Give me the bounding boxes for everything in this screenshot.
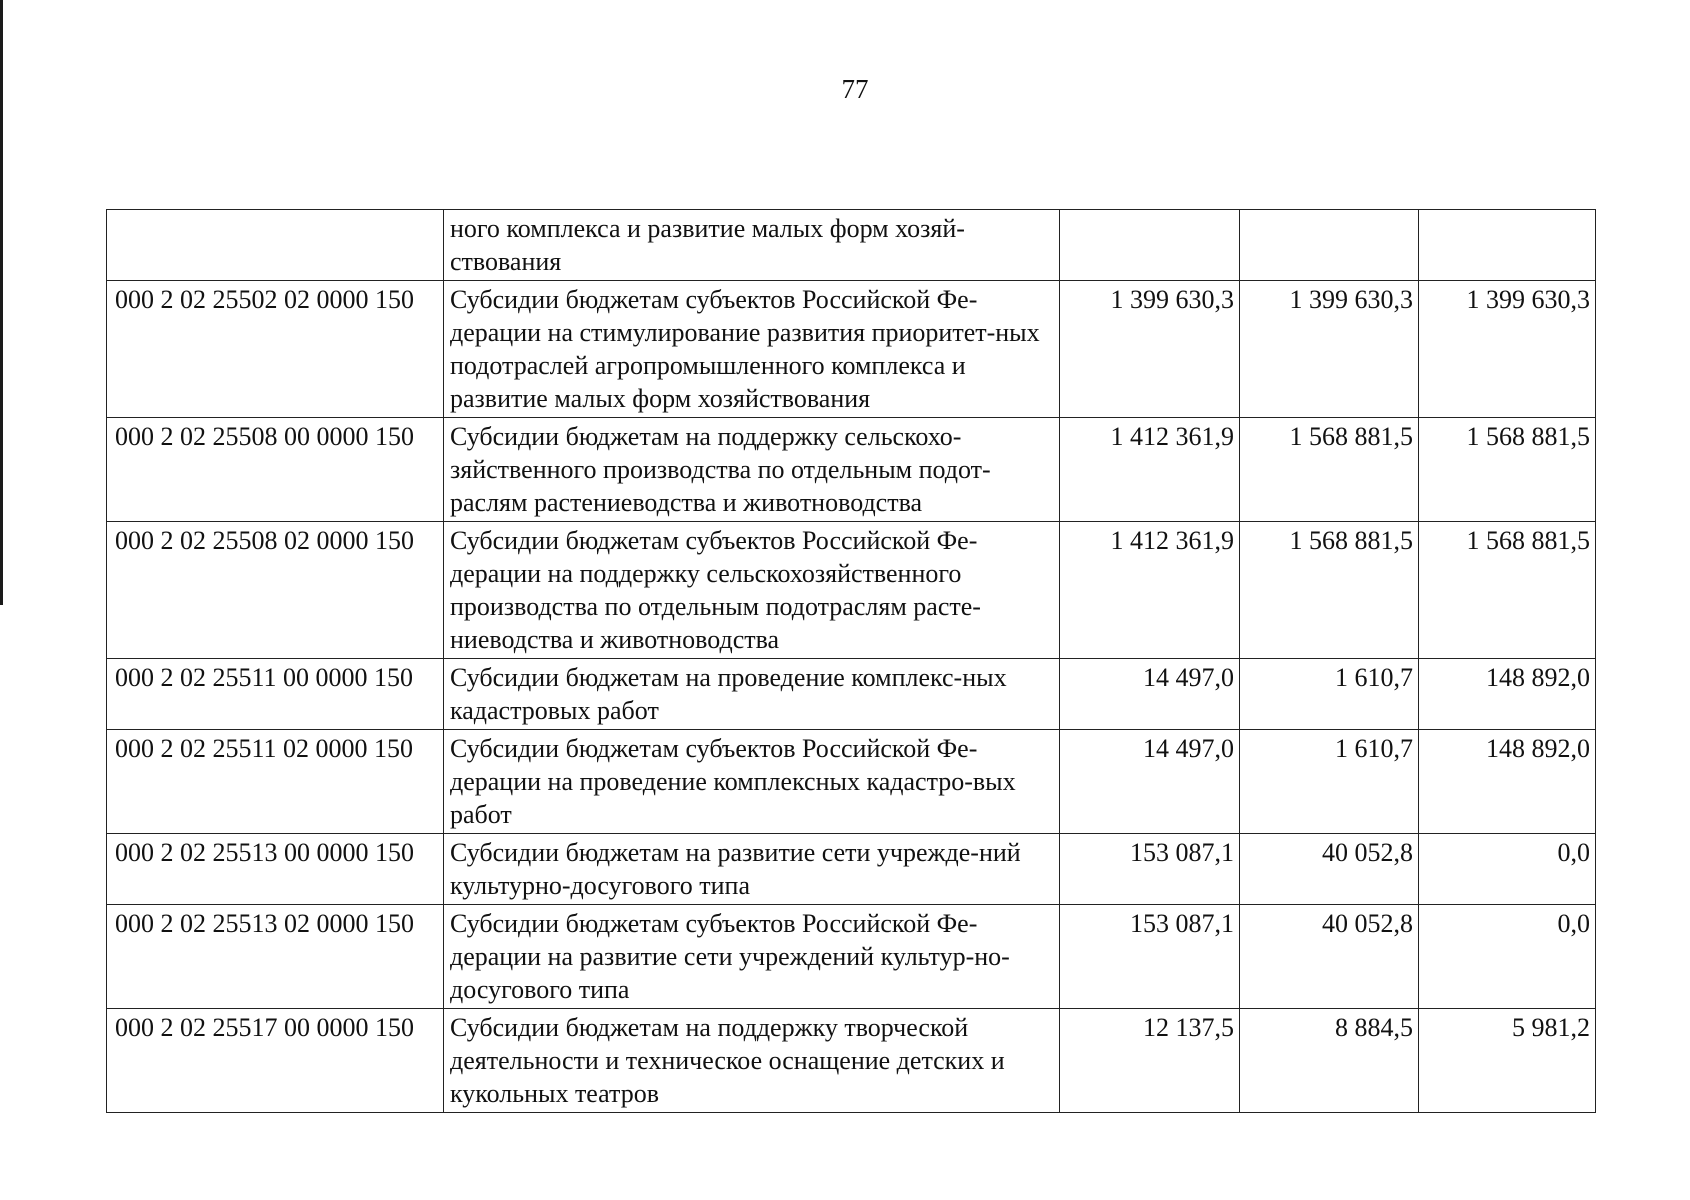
amount-year2-cell: 40 052,8	[1240, 834, 1419, 905]
table-row	[107, 281, 1596, 418]
description-cell: Субсидии бюджетам на поддержку сельскохо-зяйственного производства по отдельным подот-раслям растениеводства и животноводства	[444, 418, 1060, 522]
description-cell: Субсидии бюджетам субъектов Российской Фе-дерации на проведение комплексных кадастро-вых работ	[444, 730, 1060, 834]
amount-year2-cell: 8 884,5	[1240, 1009, 1419, 1113]
amount-year3-cell: 148 892,0	[1419, 659, 1596, 730]
table-row	[107, 210, 1596, 281]
amount-year2-cell: 1 399 630,3	[1240, 281, 1419, 418]
amount-year1-cell: 14 497,0	[1060, 730, 1240, 834]
budget-code-cell: 000 2 02 25513 00 0000 150	[107, 834, 444, 905]
amount-year2-cell: 1 568 881,5	[1240, 522, 1419, 659]
description-cell: Субсидии бюджетам субъектов Российской Фе-дерации на стимулирование развития приоритет-ных подотраслей агропромышленного комплекса и развитие малых форм хозяйствования	[444, 281, 1060, 418]
amount-year1-cell: 1 412 361,9	[1060, 418, 1240, 522]
amount-year3-cell: 1 568 881,5	[1419, 418, 1596, 522]
budget-code-cell: 000 2 02 25502 02 0000 150	[107, 281, 444, 418]
amount-year3-cell: 1 399 630,3	[1419, 281, 1596, 418]
amount-year1-cell: 1 412 361,9	[1060, 522, 1240, 659]
budget-code-cell: 000 2 02 25517 00 0000 150	[107, 1009, 444, 1113]
description-cell: Субсидии бюджетам на поддержку творческой деятельности и техническое оснащение детских и кукольных театров	[444, 1009, 1060, 1113]
amount-year3-cell: 5 981,2	[1419, 1009, 1596, 1113]
budget-code-cell: 000 2 02 25511 02 0000 150	[107, 730, 444, 834]
table-row	[107, 659, 1596, 730]
amount-year1-cell	[1060, 210, 1240, 281]
table-row	[107, 834, 1596, 905]
page-number: 77	[841, 74, 869, 104]
amount-year2-cell: 40 052,8	[1240, 905, 1419, 1009]
amount-year3-cell: 0,0	[1419, 834, 1596, 905]
table-row	[107, 730, 1596, 834]
table-row	[107, 1009, 1596, 1113]
budget-code-cell: 000 2 02 25508 00 0000 150	[107, 418, 444, 522]
amount-year1-cell: 153 087,1	[1060, 905, 1240, 1009]
amount-year2-cell: 1 610,7	[1240, 659, 1419, 730]
amount-year2-cell: 1 610,7	[1240, 730, 1419, 834]
amount-year3-cell	[1419, 210, 1596, 281]
budget-table	[106, 209, 1596, 1113]
budget-code-cell: 000 2 02 25513 02 0000 150	[107, 905, 444, 1009]
amount-year3-cell: 0,0	[1419, 905, 1596, 1009]
description-cell: Субсидии бюджетам на проведение комплекс-ных кадастровых работ	[444, 659, 1060, 730]
budget-code-cell	[107, 210, 444, 281]
budget-code-cell: 000 2 02 25511 00 0000 150	[107, 659, 444, 730]
table-row	[107, 522, 1596, 659]
budget-table-body	[107, 210, 1596, 1113]
table-row	[107, 418, 1596, 522]
amount-year1-cell: 14 497,0	[1060, 659, 1240, 730]
amount-year3-cell: 1 568 881,5	[1419, 522, 1596, 659]
amount-year1-cell: 1 399 630,3	[1060, 281, 1240, 418]
amount-year3-cell: 148 892,0	[1419, 730, 1596, 834]
amount-year1-cell: 153 087,1	[1060, 834, 1240, 905]
table-row	[107, 905, 1596, 1009]
description-cell: Субсидии бюджетам на развитие сети учрежде-ний культурно-досугового типа	[444, 834, 1060, 905]
description-cell: Субсидии бюджетам субъектов Российской Фе-дерации на развитие сети учреждений культур-но-досугового типа	[444, 905, 1060, 1009]
description-cell: Субсидии бюджетам субъектов Российской Фе-дерации на поддержку сельскохозяйственного производства по отдельным подотраслям расте-ниеводства и животноводства	[444, 522, 1060, 659]
description-cell: ного комплекса и развитие малых форм хозяй-ствования	[444, 210, 1060, 281]
amount-year2-cell: 1 568 881,5	[1240, 418, 1419, 522]
amount-year2-cell	[1240, 210, 1419, 281]
budget-code-cell: 000 2 02 25508 02 0000 150	[107, 522, 444, 659]
amount-year1-cell: 12 137,5	[1060, 1009, 1240, 1113]
